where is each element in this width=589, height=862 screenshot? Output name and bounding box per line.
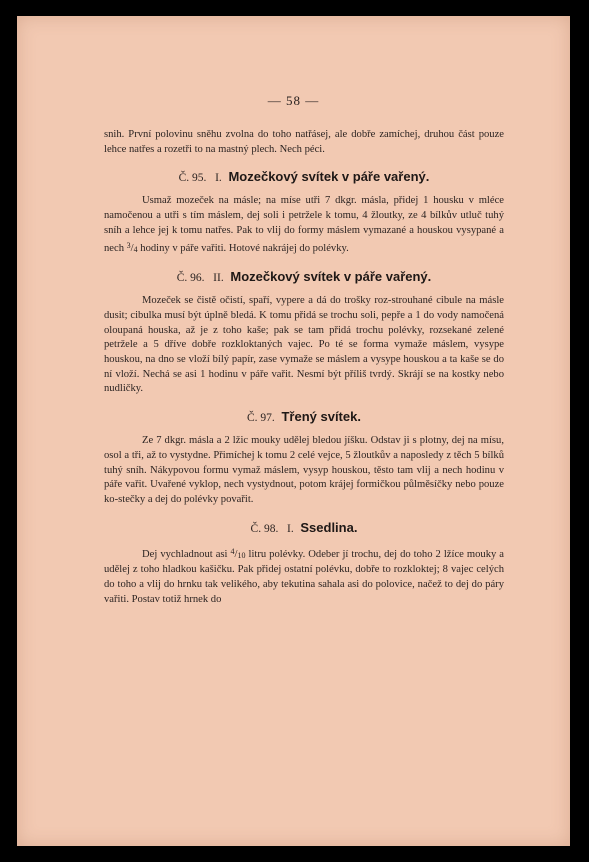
recipe-number: Č. 98. [250,522,279,535]
recipe-variant: I. [215,172,222,185]
recipe-number: Č. 97. [247,412,275,425]
recipe-text-98: Dej vychladnout asi $^4$/10 litru polévky. Odeber jí trochu, dej do toho 2 lžíce mouky a udělej z toho hladkou kašičku. Pak přidej ostatní polévku, dobře to rozkloktej; 8 vajec celých do toho a vlij do hrnku tak velikého, aby tekutina sahala asi do polovice, načež to dej do páry vařiti. Postav totiž hrnek do [104,546,505,605]
fraction-numerator: 4 [230,546,235,556]
book-page [17,16,570,846]
fraction-denominator: 4 [133,244,138,254]
recipe-variant: II. [213,272,224,285]
recipe-number: Č. 95. [178,172,207,185]
recipe-text-part: hodiny v páře vařiti. Hotové nakrájej do polévky. [140,242,349,254]
recipe-title: Mozečkový svítek v páře vařený. [228,169,430,185]
recipe-text-part: Usmaž mozeček na másle; na míse utři 7 dkgr. másla, přidej 1 housku v mléce namočenou a utři s tím máslem, dej soli i petrželе k tomu, 4 žloutky, ze 4 bílkův utluč tuhý sníh a lehce jej k tomu natřes. Pak to vlij do formy máslem vymazané a houskou vysypané a nech [104,195,504,254]
recipe-text-part: litru polévky. Odeber jí trochu, dej do toho 2 lžíce mouky a udělej z toho hladkou kašičku. Pak přidej ostatní polévku, dobře to rozkloktej; 8 vajec celých do toho a vlij do hrnku tak velikého, aby tekutina sahala asi do polovice, načež to dej do páry vařiti. Postav totiž hrnek do [104,548,505,605]
recipe-text-95: Usmaž mozeček na másle; na míse utři 7 dkgr. másla, přidej 1 housku v mléce namočenou a utři s tím máslem, dej soli i petrželе k tomu, 4 žloutky, ze 4 bílkův utluč tuhý sníh a lehce jej k tomu natřes. Pak to vlij do formy máslem vymazané a houskou vysypané a nech $^3$/4 hodiny v páře vařiti. Hotové nakrájej do polévky. [104,195,504,254]
recipe-heading-97 [104,409,504,427]
recipe-title: Ssedlina. [300,519,358,535]
recipe-text-96: Mozeček se čistě očistí, spaří, vypere a dá do trošky roz-strouhané cibule na másle dusit; cibulka musí být úplně bledá. K tomu přidá se trochu soli, pepře a 1 do vody namočená oloupaná houska, až je z toho kaše; pak se tam přidá trochu polévky, rozsekané zelené petrželе a 5 dříve dobře rozkloktaných vajec. Po té se forma vymaže máslem, vysype houskou, na dno se vloží bílý papír, zase vymaže se máslem a vysype houskou a ta kaše se do ní vloží. Nechá se asi 1 hodinu v páře vařit. Nesmí být příliš tvrdý. Skrájí se na kostky nebo nudličky. [104,295,504,395]
recipe-title: Mozečkový svítek v páře vařený. [230,269,432,285]
intro-paragraph: snih. První polovinu sněhu zvolna do toho natřásej, ale dobře zamíchej, druhou část pouze lehce natřes a rozetři to na mastný plech. Nech péci. [104,129,504,155]
fraction-numerator: 3 [126,240,131,250]
recipe-heading-95 [104,169,504,187]
recipe-title: Třený svítek. [281,409,361,425]
page-number: — 58 — [267,93,320,108]
recipe-number: Č. 96. [176,272,205,285]
recipe-text-part: Dej vychladnout asi [142,548,228,560]
recipe-heading-98 [104,520,504,538]
fraction-denominator: 10 [237,550,246,560]
recipe-text-97: Ze 7 dkgr. másla a 2 lžic mouky udělej bledou jíšku. Odstav ji s plotny, dej na mísu, osol a tři, až to vystydne. Přimíchej k tomu 2 celé vejce, 5 žloutkův a naposledy z těch 5 bílků tuhý sníh. Nákypovou formu vymaž máslem, vysyp houskou, těsto tam vlij a nech hodinu v páře vařit. Uvařené vyklop, nech vystydnout, potom krájej formičkou půlměsíčky nebo pouze ko-stečky a dej do polévky povařit. [104,435,504,505]
recipe-variant: I. [287,522,294,535]
recipe-heading-96 [104,269,504,287]
page-content [104,128,504,607]
